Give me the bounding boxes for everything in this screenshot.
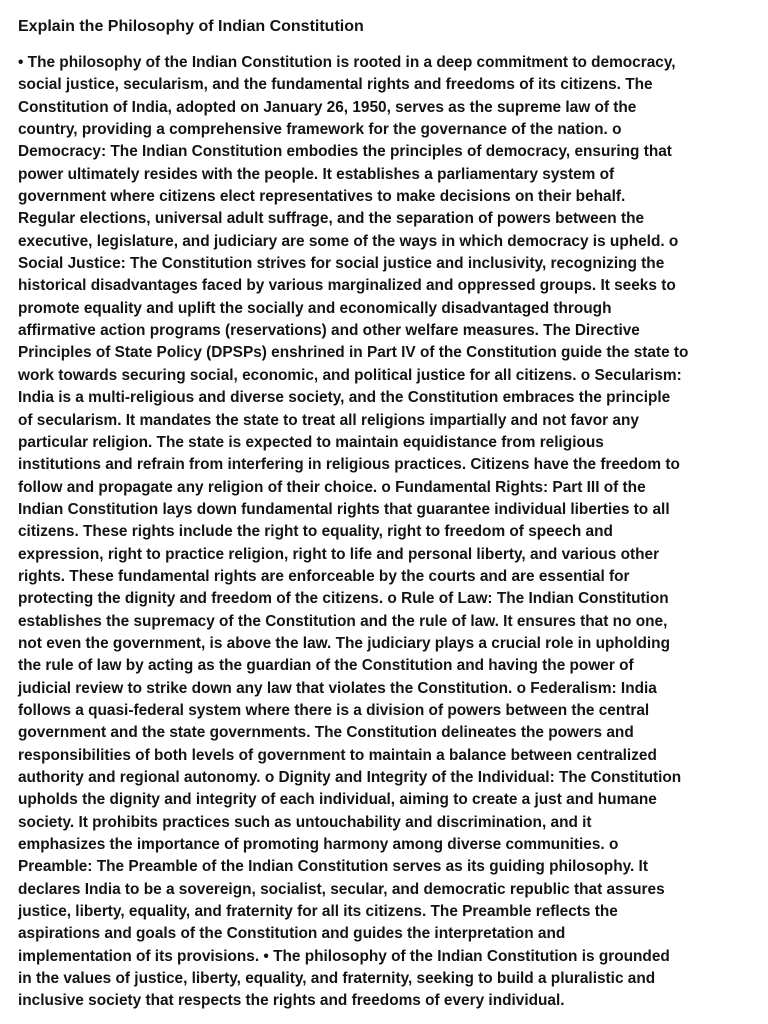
body-line: expression, right to practice religion, right to life and personal liberty, and various other	[18, 545, 660, 563]
body-line: affirmative action programs (reservations) and other welfare measures. The Directive	[18, 322, 640, 340]
body-line: declares India to be a sovereign, socialist, secular, and democratic republic that assures	[18, 880, 665, 898]
body-line: promote equality and uplift the socially and economically disadvantaged through	[18, 299, 612, 317]
body-line: Constitution of India, adopted on January 26, 1950, serves as the supreme law of the	[18, 98, 637, 116]
body-line: particular religion. The state is expected to maintain equidistance from religious	[18, 433, 604, 451]
body-line: rights. These fundamental rights are enforceable by the courts and are essential for	[18, 567, 630, 585]
body-line: government and the state governments. The Constitution delineates the powers and	[18, 724, 634, 742]
body-line: • The philosophy of the Indian Constitution is rooted in a deep commitment to democracy,	[18, 54, 676, 71]
body-line: country, providing a comprehensive framework for the governance of the nation. o	[18, 121, 622, 139]
body-line: government where citizens elect representatives to make decisions on their behalf.	[18, 188, 626, 206]
body-line: India is a multi-religious and diverse society, and the Constitution embraces the principle	[18, 389, 671, 407]
body-line: authority and regional autonomy. o Dignity and Integrity of the Individual: The Constitution	[18, 769, 682, 786]
body-line: Democracy: The Indian Constitution embodies the principles of democracy, ensuring that	[18, 143, 672, 161]
body-line: social justice, secularism, and the fundamental rights and freedoms of its citizens. The	[18, 76, 653, 94]
body-line: of secularism. It mandates the state to treat all religions impartially and not favor any	[18, 411, 639, 429]
body-line: aspirations and goals of the Constitution and guides the interpretation and	[18, 925, 566, 943]
body-line: Preamble: The Preamble of the Indian Constitution serves as its guiding philosophy. It	[18, 858, 648, 876]
body-line: work towards securing social, economic, and political justice for all citizens. o Secularism:	[18, 366, 682, 384]
body-line: citizens. These rights include the right to equality, right to freedom of speech and	[18, 523, 613, 541]
body-line: Social Justice: The Constitution strives for social justice and inclusivity, recognizing the	[18, 255, 665, 273]
body-line: Regular elections, universal adult suffrage, and the separation of powers between the	[18, 210, 645, 228]
body-line: protecting the dignity and freedom of the citizens. o Rule of Law: The Indian Constitution	[18, 590, 669, 608]
body-line: follows a quasi-federal system where there is a division of powers between the central	[18, 701, 650, 719]
body-line: institutions and refrain from interfering in religious practices. Citizens have the freedom to	[18, 456, 680, 474]
body-line: justice, liberty, equality, and fraternity for all its citizens. The Preamble reflects the	[18, 903, 618, 921]
body-line: not even the government, is above the law. The judiciary plays a crucial role in upholding	[18, 634, 670, 652]
body-line: in the values of justice, liberty, equality, and fraternity, seeking to build a pluralistic and	[18, 970, 656, 988]
body-line: follow and propagate any religion of their choice. o Fundamental Rights: Part III of the	[18, 478, 646, 496]
body-line: Indian Constitution lays down fundamental rights that guarantee individual liberties to all	[18, 500, 670, 518]
body-line: implementation of its provisions. • The philosophy of the Indian Constitution is grounded	[18, 947, 670, 965]
body-line: establishes the supremacy of the Constitution and the rule of law. It ensures that no one,	[18, 612, 668, 630]
document-page	[18, 12, 760, 1013]
body-line: society. It prohibits practices such as untouchability and discrimination, and it	[18, 813, 592, 831]
body-line: the rule of law by acting as the guardian of the Constitution and having the power of	[18, 657, 634, 675]
body-line: executive, legislature, and judiciary are some of the ways in which democracy is upheld. o	[18, 232, 679, 250]
document-body	[18, 52, 760, 1013]
body-line: emphasizes the importance of promoting harmony among diverse communities. o	[18, 836, 619, 854]
body-line: upholds the dignity and integrity of each individual, aiming to create a just and humane	[18, 791, 657, 809]
body-line: judicial review to strike down any law that violates the Constitution. o Federalism: India	[18, 679, 657, 697]
body-line: Principles of State Policy (DPSPs) enshrined in Part IV of the Constitution guide the state to	[18, 344, 689, 362]
body-line: historical disadvantages faced by various marginalized and oppressed groups. It seeks to	[18, 277, 676, 295]
body-line: responsibilities of both levels of government to maintain a balance between centralized	[18, 746, 657, 764]
body-line: power ultimately resides with the people. It establishes a parliamentary system of	[18, 165, 615, 183]
document-title: Explain the Philosophy of Indian Constitution	[18, 18, 364, 35]
body-line: inclusive society that respects the rights and freedoms of every individual.	[18, 992, 565, 1010]
